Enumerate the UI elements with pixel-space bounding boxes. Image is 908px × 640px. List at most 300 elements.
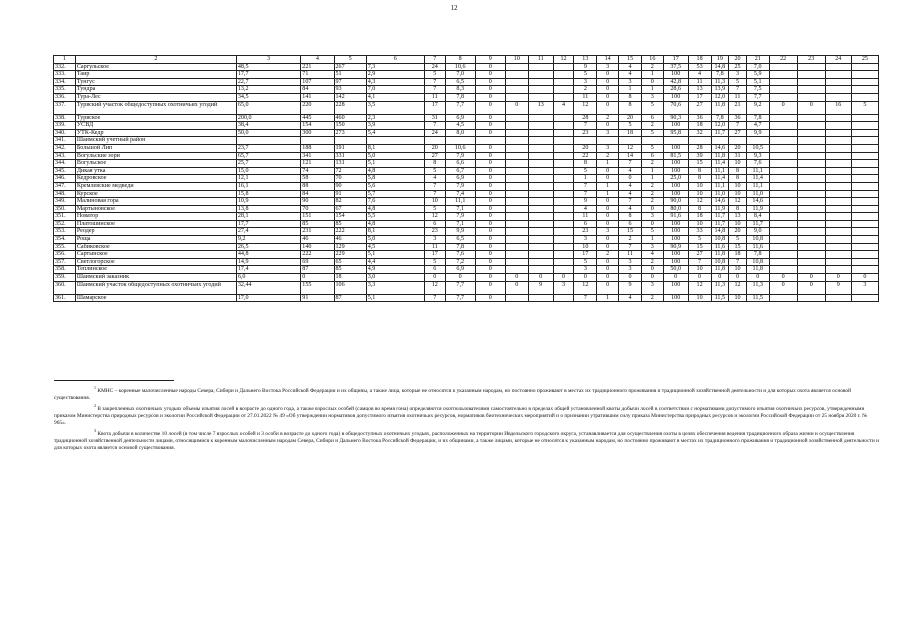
table-cell: 6,5 <box>445 78 475 86</box>
table-cell <box>797 78 825 86</box>
table-cell: 15,0 <box>236 167 300 175</box>
table-cell: 100 <box>663 144 688 152</box>
table-cell <box>769 243 797 251</box>
table-cell <box>769 160 797 168</box>
table-cell: 0 <box>505 101 528 114</box>
table-cell: 7,0 <box>366 86 424 94</box>
table-cell: 11 <box>729 93 747 101</box>
table-cell: 17,7 <box>236 220 300 228</box>
column-number-cell: 19 <box>711 56 729 64</box>
table-cell: 0 <box>553 274 574 282</box>
table-cell <box>825 266 851 274</box>
table-cell: 154 <box>334 213 366 221</box>
table-cell <box>769 93 797 101</box>
area-name-cell: Тунгус <box>75 78 236 86</box>
table-cell <box>553 152 574 160</box>
table-cell: 0 <box>641 266 663 274</box>
table-cell: 2,3 <box>366 114 424 122</box>
column-number-cell: 7 <box>424 56 445 64</box>
row-number-cell: 350. <box>54 205 76 213</box>
table-cell: 8,1 <box>366 228 424 236</box>
table-cell: 0 <box>424 274 445 282</box>
table-row <box>54 152 879 160</box>
column-number-cell: 14 <box>597 56 619 64</box>
table-cell <box>797 144 825 152</box>
table-cell: 28,6 <box>663 86 688 94</box>
table-cell: 5,1 <box>366 294 424 302</box>
table-cell: 20 <box>619 114 642 122</box>
row-number-cell: 337. <box>54 101 76 114</box>
table-cell: 5 <box>424 71 445 79</box>
table-cell <box>528 86 553 94</box>
table-cell: 231 <box>301 228 334 236</box>
area-name-cell: Малиновая гора <box>75 198 236 206</box>
table-cell: 10 <box>424 198 445 206</box>
table-cell <box>797 182 825 190</box>
table-cell: 4,5 <box>445 122 475 130</box>
table-cell: 11,8 <box>746 266 769 274</box>
row-number-cell: 340. <box>54 129 76 137</box>
table-cell <box>528 213 553 221</box>
table-cell <box>851 152 878 160</box>
table-cell: 7 <box>619 198 642 206</box>
table-cell <box>851 114 878 122</box>
area-name-cell: Реодер <box>75 228 236 236</box>
table-cell: 3 <box>851 281 878 294</box>
table-cell: 90,0 <box>663 198 688 206</box>
table-cell: 70 <box>301 205 334 213</box>
table-cell: 11 <box>574 213 597 221</box>
table-cell <box>597 137 619 145</box>
table-cell: 20 <box>729 228 747 236</box>
table-cell: 6,7 <box>445 167 475 175</box>
table-cell: 4 <box>619 63 642 71</box>
table-cell: 5,5 <box>366 213 424 221</box>
table-cell: 32 <box>688 129 711 137</box>
row-number-cell: 333. <box>54 71 76 79</box>
table-cell <box>825 198 851 206</box>
table-cell: 100 <box>663 167 688 175</box>
table-cell <box>505 93 528 101</box>
table-cell: 7 <box>619 243 642 251</box>
table-cell: 0 <box>475 63 505 71</box>
table-cell: 0 <box>475 198 505 206</box>
table-cell <box>528 144 553 152</box>
table-cell: 18 <box>619 129 642 137</box>
table-cell: 18 <box>688 122 711 130</box>
table-cell: 11 <box>688 78 711 86</box>
table-cell <box>505 160 528 168</box>
table-cell: 44,8 <box>236 251 300 259</box>
table-cell: 0 <box>475 236 505 244</box>
table-cell: 121 <box>301 160 334 168</box>
table-cell <box>851 137 878 145</box>
table-cell <box>797 243 825 251</box>
table-cell: 460 <box>334 114 366 122</box>
table-cell: 6 <box>574 220 597 228</box>
table-cell: 13 <box>688 86 711 94</box>
table-cell: 10 <box>729 266 747 274</box>
table-cell: 72 <box>334 167 366 175</box>
table-cell: 88 <box>301 182 334 190</box>
table-cell: 4 <box>619 294 642 302</box>
table-cell: 11,4 <box>746 175 769 183</box>
table-cell: 0 <box>475 86 505 94</box>
table-cell: 6 <box>641 114 663 122</box>
table-cell: 200,0 <box>236 114 300 122</box>
table-cell: 5 <box>574 71 597 79</box>
table-cell: 0 <box>475 258 505 266</box>
column-number-cell: 9 <box>475 56 505 64</box>
row-number-cell: 355. <box>54 243 76 251</box>
table-cell <box>528 129 553 137</box>
table-cell: 5 <box>641 101 663 114</box>
table-cell: 15 <box>688 160 711 168</box>
row-number-cell: 360. <box>54 281 76 294</box>
table-cell: 11,6 <box>746 243 769 251</box>
table-row <box>54 101 879 114</box>
table-cell: 4 <box>619 71 642 79</box>
table-cell: 3 <box>424 236 445 244</box>
table-cell: 0 <box>597 101 619 114</box>
table-cell <box>825 167 851 175</box>
table-cell: 2 <box>641 258 663 266</box>
table-cell: 4 <box>619 205 642 213</box>
table-cell: 1 <box>574 175 597 183</box>
table-cell: 17,4 <box>236 266 300 274</box>
table-cell: 7,0 <box>445 71 475 79</box>
table-cell: 221 <box>301 63 334 71</box>
table-cell: 2,9 <box>366 71 424 79</box>
table-cell: 80,0 <box>663 205 688 213</box>
table-cell <box>769 236 797 244</box>
table-cell: 7,4 <box>445 190 475 198</box>
area-name-cell: Саргульское <box>75 63 236 71</box>
table-cell: 1 <box>641 86 663 94</box>
table-cell: 15 <box>729 243 747 251</box>
table-cell: 140 <box>301 243 334 251</box>
table-cell: 11,7 <box>711 213 729 221</box>
table-cell: 3 <box>619 258 642 266</box>
table-cell: 4,8 <box>366 220 424 228</box>
table-cell: 9,3 <box>746 152 769 160</box>
table-cell: 10 <box>688 294 711 302</box>
table-cell: 5 <box>424 258 445 266</box>
table-cell: 8,1 <box>366 144 424 152</box>
table-cell: 2 <box>597 152 619 160</box>
table-cell <box>553 220 574 228</box>
table-row <box>54 251 879 259</box>
table-row <box>54 228 879 236</box>
table-cell <box>505 228 528 236</box>
table-cell: 7,7 <box>445 101 475 114</box>
table-cell: 23 <box>574 228 597 236</box>
table-cell: 8 <box>619 93 642 101</box>
table-cell: 2 <box>597 251 619 259</box>
table-cell <box>528 78 553 86</box>
column-number-cell: 8 <box>445 56 475 64</box>
table-cell <box>825 63 851 71</box>
table-cell: 10,6 <box>445 144 475 152</box>
table-cell <box>528 160 553 168</box>
footnote-mark: 3 <box>94 428 96 434</box>
footnote-divider <box>54 380 174 381</box>
table-cell: 10,8 <box>746 236 769 244</box>
table-cell <box>505 266 528 274</box>
table-cell: 5,4 <box>366 129 424 137</box>
table-cell: 7,9 <box>445 182 475 190</box>
table-cell <box>825 220 851 228</box>
table-cell: 10 <box>574 243 597 251</box>
table-cell <box>769 251 797 259</box>
table-cell: 23 <box>574 129 597 137</box>
table-cell: 5 <box>641 129 663 137</box>
table-cell: 3 <box>574 266 597 274</box>
table-cell: 85 <box>301 220 334 228</box>
table-cell: 70,6 <box>663 101 688 114</box>
table-cell: 2 <box>641 198 663 206</box>
table-cell: 100 <box>663 160 688 168</box>
table-row <box>54 220 879 228</box>
table-cell <box>528 63 553 71</box>
table-cell: 7 <box>574 182 597 190</box>
table-cell <box>851 198 878 206</box>
table-cell: 11,0 <box>711 190 729 198</box>
table-row <box>54 122 879 130</box>
table-cell: 0 <box>475 93 505 101</box>
area-name-cell: Шамарское <box>75 294 236 302</box>
table-row <box>54 281 879 294</box>
table-cell: 11,8 <box>711 101 729 114</box>
table-cell: 85 <box>334 220 366 228</box>
table-cell: 0 <box>597 281 619 294</box>
table-cell <box>505 251 528 259</box>
row-number-cell: 338. <box>54 114 76 122</box>
table-cell: 7 <box>574 294 597 302</box>
table-cell: 2 <box>597 114 619 122</box>
table-cell: 222 <box>301 251 334 259</box>
table-row <box>54 78 879 86</box>
column-number-cell: 12 <box>553 56 574 64</box>
table-cell <box>528 205 553 213</box>
table-cell: 65,7 <box>236 152 300 160</box>
footnote-text: В закрепленных охотничьих угодьях объемы изъятия лосей в возрасте до одного года, а также взрослых особей (самцов во время гона) определяются охотпользователями самостоятельно в пределах общей установленной квоты добычи лосей в соответствии с нормативами допустимого изъятия охотничьих ресурсов, утвержденными приказом Министерства природных ресурсов и экологии Российской Федерации от 27.01.2022 № 49 «Об утверждении нормативов допустимого изъятия охотничьих ресурсов, нормативов биотехнических мероприятий и о признании утратившим силу приказа Министерства природных ресурсов и экологии Российской Федерации от 25 ноября 2020 г. № 965». <box>54 405 868 426</box>
table-cell <box>553 205 574 213</box>
table-cell: 3 <box>641 93 663 101</box>
table-cell <box>797 294 825 302</box>
table-cell: 87 <box>334 294 366 302</box>
table-row <box>54 198 879 206</box>
table-cell: 4 <box>688 71 711 79</box>
table-cell: 1 <box>641 175 663 183</box>
column-number-cell: 10 <box>505 56 528 64</box>
column-number-cell: 20 <box>729 56 747 64</box>
table-cell: 222 <box>334 228 366 236</box>
table-cell: 100 <box>663 251 688 259</box>
table-cell: 10,6 <box>445 63 475 71</box>
table-cell: 25,7 <box>236 160 300 168</box>
table-cell: 1 <box>597 182 619 190</box>
table-cell: 90 <box>301 198 334 206</box>
table-cell: 3,5 <box>366 101 424 114</box>
table-cell <box>769 71 797 79</box>
table-row <box>54 182 879 190</box>
column-number-cell: 15 <box>619 56 642 64</box>
table-cell: 11,8 <box>711 266 729 274</box>
row-number-cell: 357. <box>54 258 76 266</box>
table-cell: 0 <box>597 236 619 244</box>
page-number: 12 <box>450 4 458 12</box>
table-cell: 17,7 <box>236 71 300 79</box>
table-cell: 3 <box>597 63 619 71</box>
table-cell: 4,8 <box>366 167 424 175</box>
table-cell: 10 <box>688 190 711 198</box>
row-number-cell: 361. <box>54 294 76 302</box>
table-cell: 10,5 <box>746 144 769 152</box>
table-cell: 6 <box>424 266 445 274</box>
table-cell: 0 <box>797 274 825 282</box>
row-number-cell: 349. <box>54 198 76 206</box>
table-cell <box>825 93 851 101</box>
table-cell <box>825 137 851 145</box>
table-cell: 7 <box>688 258 711 266</box>
table-cell <box>553 198 574 206</box>
table-cell <box>553 86 574 94</box>
table-cell: 90 <box>334 182 366 190</box>
table-cell: 0 <box>475 182 505 190</box>
table-cell <box>825 213 851 221</box>
table-cell <box>553 258 574 266</box>
table-cell: 1 <box>641 71 663 79</box>
table-cell: 0 <box>475 274 505 282</box>
table-cell: 7,1 <box>445 220 475 228</box>
table-cell <box>769 152 797 160</box>
table-cell: 2 <box>641 190 663 198</box>
table-cell: 100 <box>663 122 688 130</box>
table-cell <box>769 294 797 302</box>
table-cell: 4,3 <box>366 78 424 86</box>
table-cell <box>825 86 851 94</box>
table-cell <box>619 137 642 145</box>
table-cell: 7,8 <box>711 114 729 122</box>
table-cell <box>505 198 528 206</box>
area-name-cell: Кремлевские медведи <box>75 182 236 190</box>
table-cell <box>797 258 825 266</box>
table-cell: 12 <box>729 198 747 206</box>
table-cell: 27 <box>688 251 711 259</box>
table-cell: 11 <box>619 251 642 259</box>
table-cell: 7,3 <box>366 63 424 71</box>
table-cell <box>505 213 528 221</box>
table-cell: 33 <box>688 228 711 236</box>
table-cell: 12 <box>424 281 445 294</box>
table-cell: 100 <box>663 228 688 236</box>
table-cell: 27,4 <box>236 228 300 236</box>
table-cell: 53 <box>688 63 711 71</box>
table-cell: 9,9 <box>746 129 769 137</box>
table-cell <box>475 137 505 145</box>
table-cell: 5 <box>574 258 597 266</box>
table-cell: 11,9 <box>746 205 769 213</box>
table-cell: 10,8 <box>746 258 769 266</box>
table-cell: 91,6 <box>663 213 688 221</box>
table-cell <box>553 182 574 190</box>
table-cell <box>505 258 528 266</box>
table-cell <box>505 71 528 79</box>
table-cell: 0 <box>475 78 505 86</box>
table-cell <box>851 190 878 198</box>
table-cell: 11 <box>574 93 597 101</box>
table-cell: 0 <box>769 281 797 294</box>
table-cell: 2 <box>641 182 663 190</box>
table-cell: 7 <box>424 122 445 130</box>
table-cell: 4,1 <box>366 93 424 101</box>
table-cell: 8 <box>688 175 711 183</box>
table-cell: 28 <box>574 114 597 122</box>
table-cell: 20 <box>574 144 597 152</box>
table-cell: 18 <box>729 251 747 259</box>
table-cell: 11,3 <box>711 78 729 86</box>
column-number-cell: 18 <box>688 56 711 64</box>
table-cell: 0 <box>641 274 663 282</box>
column-number-cell: 24 <box>825 56 851 64</box>
table-cell <box>528 266 553 274</box>
table-cell <box>334 137 366 145</box>
table-cell <box>769 182 797 190</box>
table-cell: 50,0 <box>663 266 688 274</box>
table-cell <box>553 243 574 251</box>
table-cell <box>236 137 300 145</box>
table-cell <box>553 137 574 145</box>
table-cell: 11,5 <box>746 294 769 302</box>
table-cell <box>769 228 797 236</box>
table-cell: 5,6 <box>366 182 424 190</box>
table-cell: 0 <box>475 71 505 79</box>
column-number-cell: 25 <box>851 56 878 64</box>
area-name-cell: Кедровское <box>75 175 236 183</box>
table-cell: 11,7 <box>711 129 729 137</box>
table-cell: 14,6 <box>711 198 729 206</box>
table-row <box>54 137 879 145</box>
table-cell: 11,7 <box>746 220 769 228</box>
table-cell: 0 <box>825 274 851 282</box>
table-cell: 0 <box>475 122 505 130</box>
table-cell: 0 <box>475 251 505 259</box>
row-number-cell: 339. <box>54 122 76 130</box>
table-cell: 7 <box>729 86 747 94</box>
table-cell: 7 <box>424 190 445 198</box>
table-cell: 0 <box>528 274 553 282</box>
table-cell: 22 <box>574 152 597 160</box>
table-cell: 7,8 <box>746 114 769 122</box>
table-cell <box>797 137 825 145</box>
table-cell <box>769 220 797 228</box>
table-cell: 6,6 <box>445 160 475 168</box>
table-cell <box>574 137 597 145</box>
table-cell: 8 <box>619 101 642 114</box>
table-cell: 17 <box>424 101 445 114</box>
table-cell: 5,1 <box>366 160 424 168</box>
area-name-cell: Турвское <box>75 114 236 122</box>
area-name-cell: УТК-Кедр <box>75 129 236 137</box>
table-cell: 5,7 <box>366 190 424 198</box>
table-cell: 20 <box>729 144 747 152</box>
table-cell: 7,2 <box>445 258 475 266</box>
table-cell <box>797 205 825 213</box>
table-cell: 7,8 <box>445 93 475 101</box>
table-cell <box>553 63 574 71</box>
table-cell: 13,9 <box>711 86 729 94</box>
